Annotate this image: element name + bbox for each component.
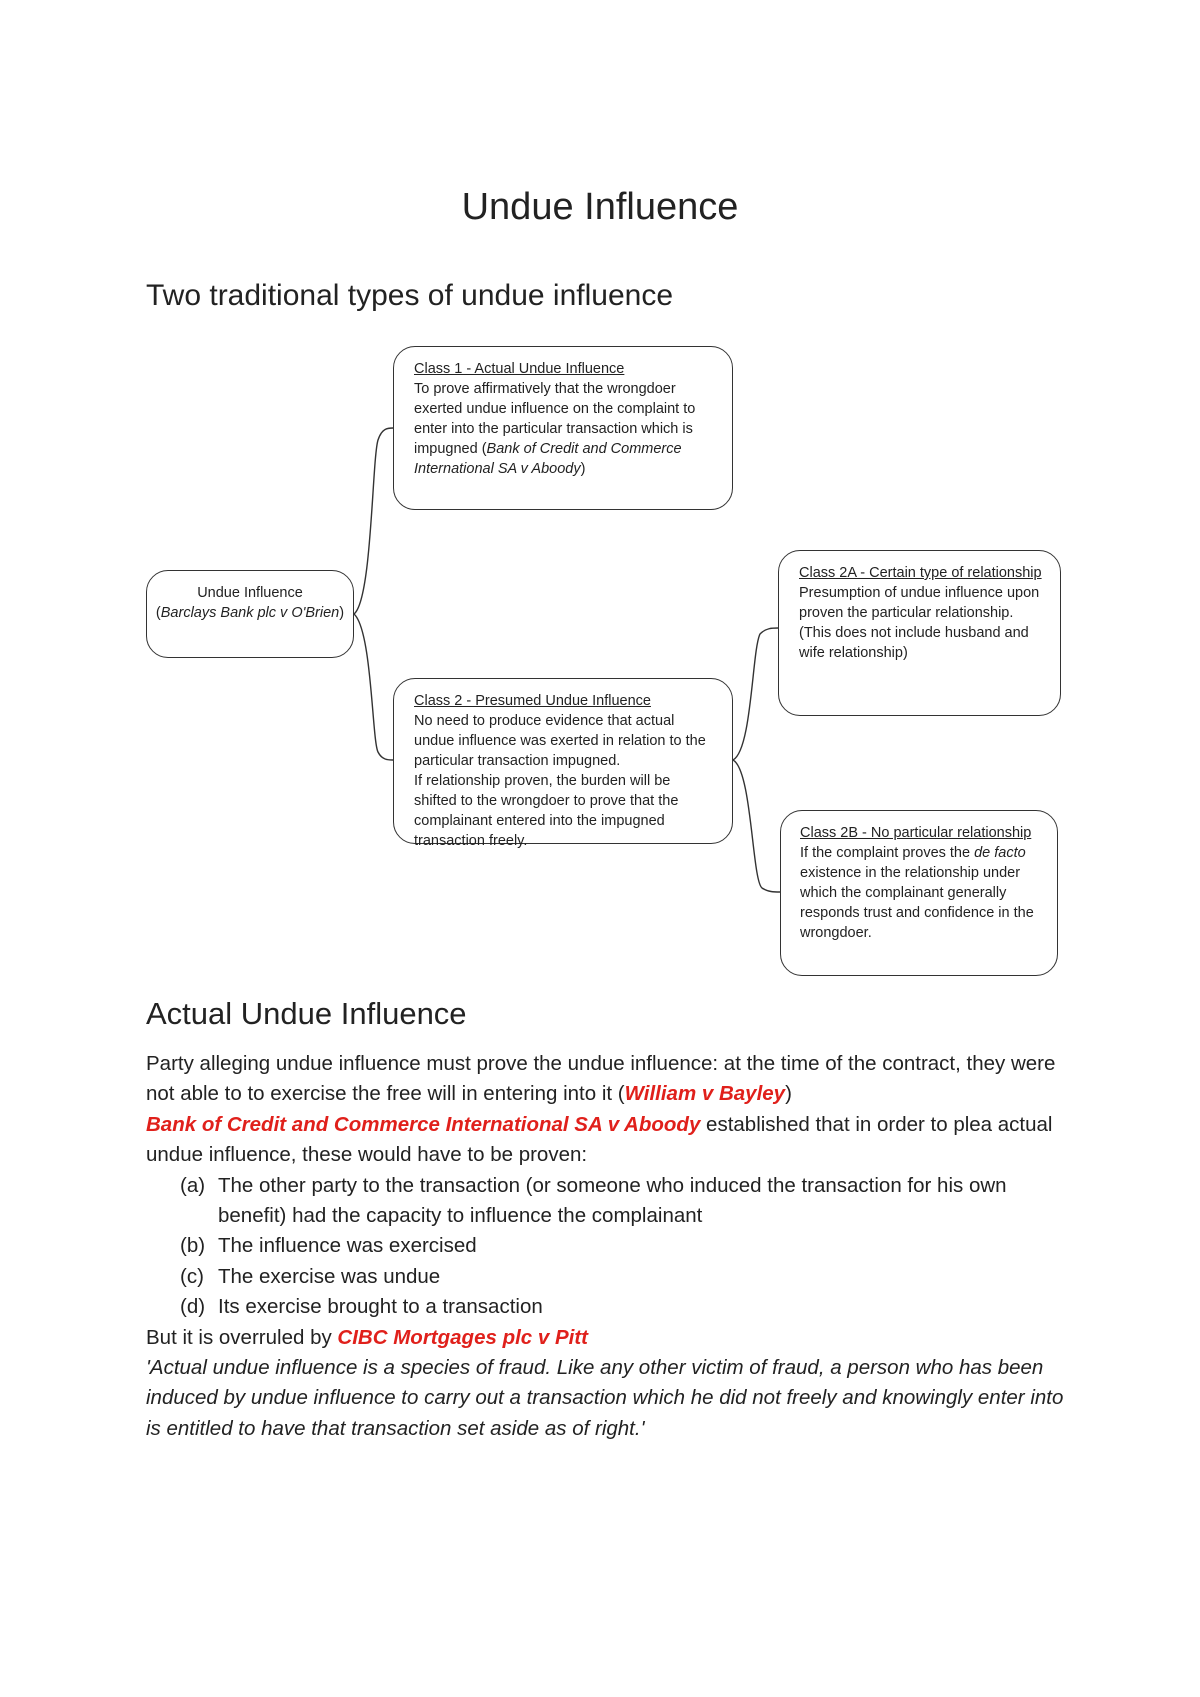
paragraph-3: But it is overruled by CIBC Mortgages plc v Pitt <box>146 1325 589 1349</box>
class2b-node: Class 2B - No particular relationship If the complaint proves the de facto existence in the relationship under which the complainant generally responds trust and confidence in the wrongdoer. <box>780 810 1058 976</box>
class2a-text: Presumption of undue influence upon proven the particular relationship. (This does not include husband and wife relationship) <box>799 585 1040 661</box>
connector-root-class2 <box>354 614 393 760</box>
class2-node <box>393 678 733 849</box>
paragraph-1: Party alleging undue influence must prove the undue influence: at the time of the contract, they were not able to to exercise the free will in entering into it (William v Bayley) <box>146 1052 1056 1106</box>
quote: 'Actual undue influence is a species of fraud. Like any other victim of fraud, a person who has been induced by undue influence to carry out a transaction which he did not freely and knowingly enter into is entitled to have that transaction set aside as of right.' <box>146 1356 1064 1440</box>
requirements-list <box>146 1171 1066 1323</box>
class1-text: To prove affirmatively that the wrongdoer exerted undue influence on the complaint to enter into the particular transaction which is impugned ( <box>414 381 696 457</box>
section-heading: Actual Undue Influence <box>146 996 467 1031</box>
page-title: Undue Influence <box>461 186 739 228</box>
root-label: Undue Influence <box>197 585 303 601</box>
class2a-heading: Class 2A - Certain type of relationship <box>799 565 1042 581</box>
connector-class2-class2b <box>733 760 780 892</box>
class2-heading: Class 2 - Presumed Undue Influence <box>414 693 651 709</box>
class1-heading: Class 1 - Actual Undue Influence <box>414 361 625 377</box>
connector-class2-class2a <box>733 628 778 760</box>
class1-node: Class 1 - Actual Undue Influence To prove affirmatively that the wrongdoer exerted undue influence on the complaint to enter into the particular transaction which is impugned (Bank of Credit and Commerce International SA v Aboody) <box>393 346 733 510</box>
case-citation: CIBC Mortgages plc v Pitt <box>337 1325 589 1349</box>
class2b-heading: Class 2B - No particular relationship <box>800 825 1032 841</box>
paragraph-2: Bank of Credit and Commerce International SA v Aboody established that in order to plea actual undue influence, these would have to be proven: <box>146 1112 1053 1167</box>
connector-root-class1 <box>354 428 393 614</box>
class2b-text: If the complaint proves the <box>800 845 975 861</box>
class2-text2: If relationship proven, the burden will be shifted to the wrongdoer to prove that the complainant entered into the impugned transaction freely. <box>414 773 679 849</box>
case-citation: Bank of Credit and Commerce International SA v Aboody <box>146 1112 701 1136</box>
case-citation: William v Bayley <box>624 1082 786 1106</box>
section-subtitle: Two traditional types of undue influence <box>146 279 674 312</box>
root-case: Barclays Bank plc v O'Brien <box>160 605 340 621</box>
class2a-node <box>778 550 1061 716</box>
class2-text: No need to produce evidence that actual undue influence was exerted in relation to the particular transaction impugned. <box>414 713 706 769</box>
list-item: (d) Its exercise brought to a transaction <box>180 1295 543 1319</box>
class1-case: Bank of Credit and Commerce International SA v Aboody <box>414 441 682 477</box>
section-body <box>146 1049 1066 1444</box>
list-item: (c) The exercise was undue <box>180 1264 441 1288</box>
list-item: (a) The other party to the transaction (or someone who induced the transaction for his own benefit) had the capacity to influence the complainant <box>180 1173 1007 1228</box>
root-node: Undue Influence (Barclays Bank plc v O'Brien) <box>146 570 354 658</box>
list-item: (b) The influence was exercised <box>180 1234 477 1258</box>
